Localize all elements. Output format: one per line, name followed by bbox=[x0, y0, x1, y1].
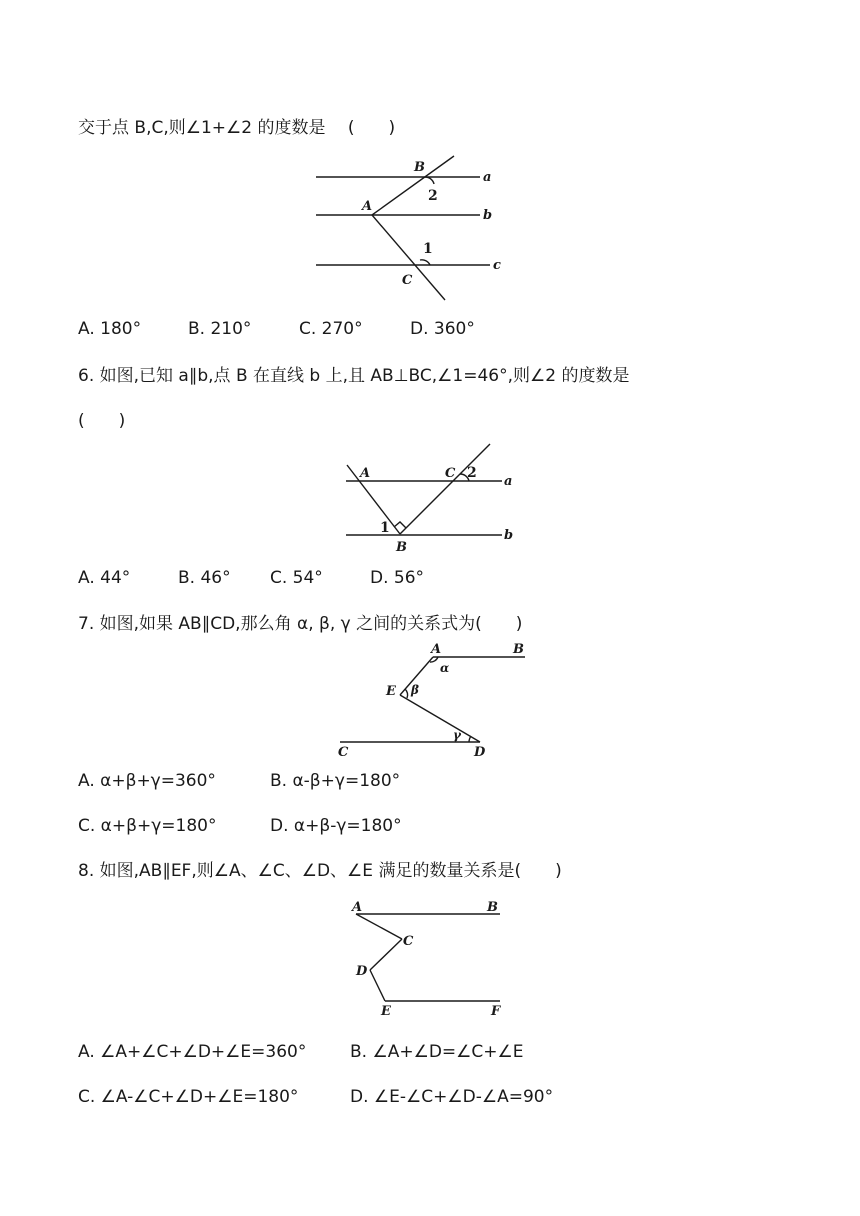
q7-option-a: A. α+β+γ=360° bbox=[78, 771, 216, 791]
q8-label-B: B bbox=[487, 900, 498, 915]
q5-label-b: b bbox=[483, 208, 493, 223]
q7-label-E: E bbox=[386, 684, 396, 699]
q5-angle-1-arc bbox=[420, 260, 430, 265]
q5-stem: 交于点 B,C,则∠1+∠2 的度数是 ( ) bbox=[78, 118, 396, 138]
q8-option-c: C. ∠A-∠C+∠D+∠E=180° bbox=[78, 1087, 299, 1107]
q5-label-A: A bbox=[362, 199, 373, 214]
q6-option-b: B. 46° bbox=[178, 568, 231, 588]
q8-label-D: D bbox=[356, 964, 368, 979]
q5-angle-1: 1 bbox=[423, 241, 433, 257]
q5-label-a: a bbox=[483, 170, 492, 185]
q8-option-a: A. ∠A+∠C+∠D+∠E=360° bbox=[78, 1042, 307, 1062]
q6-option-c: C. 54° bbox=[270, 568, 323, 588]
q5-angle-2: 2 bbox=[428, 188, 438, 204]
q7-option-b: B. α-β+γ=180° bbox=[270, 771, 401, 791]
q6-label-C: C bbox=[445, 466, 456, 481]
q8-option-b: B. ∠A+∠D=∠C+∠E bbox=[350, 1042, 524, 1062]
q5-option-a: A. 180° bbox=[78, 319, 142, 339]
q8-label-E: E bbox=[381, 1004, 391, 1019]
q6-label-A: A bbox=[360, 466, 371, 481]
q6-option-d: D. 56° bbox=[370, 568, 425, 588]
q7-segment-ed bbox=[400, 695, 480, 742]
q8-stem: 8. 如图,AB∥EF,则∠A、∠C、∠D、∠E 满足的数量关系是( ) bbox=[78, 861, 562, 881]
q5-option-c: C. 270° bbox=[299, 319, 363, 339]
q6-right-angle-mark bbox=[394, 522, 406, 528]
q7-option-c: C. α+β+γ=180° bbox=[78, 816, 217, 836]
q6-angle-2: 2 bbox=[467, 465, 477, 481]
q7-label-C: C bbox=[338, 745, 349, 760]
q6-stem-answer: ( ) bbox=[78, 411, 126, 431]
q5-label-c: c bbox=[493, 258, 501, 273]
q6-stem: 6. 如图,已知 a∥b,点 B 在直线 b 上,且 AB⊥BC,∠1=46°,则∠2 的度数是 bbox=[78, 366, 630, 386]
q5-angle-2-arc bbox=[425, 177, 434, 184]
q7-angle-beta: β bbox=[411, 683, 419, 697]
q8-option-d: D. ∠E-∠C+∠D-∠A=90° bbox=[350, 1087, 554, 1107]
q6-segment-bc bbox=[400, 444, 490, 534]
q8-segment-de bbox=[370, 970, 385, 1001]
q7-stem: 7. 如图,如果 AB∥CD,那么角 α, β, γ 之间的关系式为( ) bbox=[78, 614, 523, 634]
q7-option-d: D. α+β-γ=180° bbox=[270, 816, 402, 836]
q7-label-A: A bbox=[431, 642, 442, 657]
q7-label-D: D bbox=[474, 745, 486, 760]
q5-figure bbox=[310, 150, 510, 305]
q8-figure bbox=[345, 895, 515, 1020]
q5-segment-ab bbox=[372, 156, 454, 215]
q5-option-d: D. 360° bbox=[410, 319, 475, 339]
q7-angle-gamma-arc bbox=[469, 736, 471, 742]
q7-angle-gamma: γ bbox=[453, 728, 461, 742]
q5-option-b: B. 210° bbox=[188, 319, 252, 339]
q6-option-a: A. 44° bbox=[78, 568, 131, 588]
q7-label-B: B bbox=[513, 642, 524, 657]
q6-angle-1: 1 bbox=[380, 520, 390, 536]
q6-label-b: b bbox=[504, 528, 514, 543]
q8-label-C: C bbox=[403, 934, 414, 949]
q8-label-A: A bbox=[352, 900, 363, 915]
q6-figure bbox=[340, 440, 520, 555]
q5-label-C: C bbox=[402, 273, 413, 288]
q6-label-a: a bbox=[504, 474, 513, 489]
q5-label-B: B bbox=[414, 160, 425, 175]
q8-segment-ac bbox=[356, 914, 402, 939]
q6-segment-ab bbox=[347, 465, 400, 534]
q6-label-B: B bbox=[396, 540, 407, 555]
q8-segment-cd bbox=[370, 939, 402, 970]
q7-angle-alpha: α bbox=[440, 661, 450, 675]
q8-label-F: F bbox=[491, 1004, 501, 1019]
q7-figure bbox=[330, 640, 530, 760]
q7-angle-beta-arc bbox=[405, 689, 408, 698]
